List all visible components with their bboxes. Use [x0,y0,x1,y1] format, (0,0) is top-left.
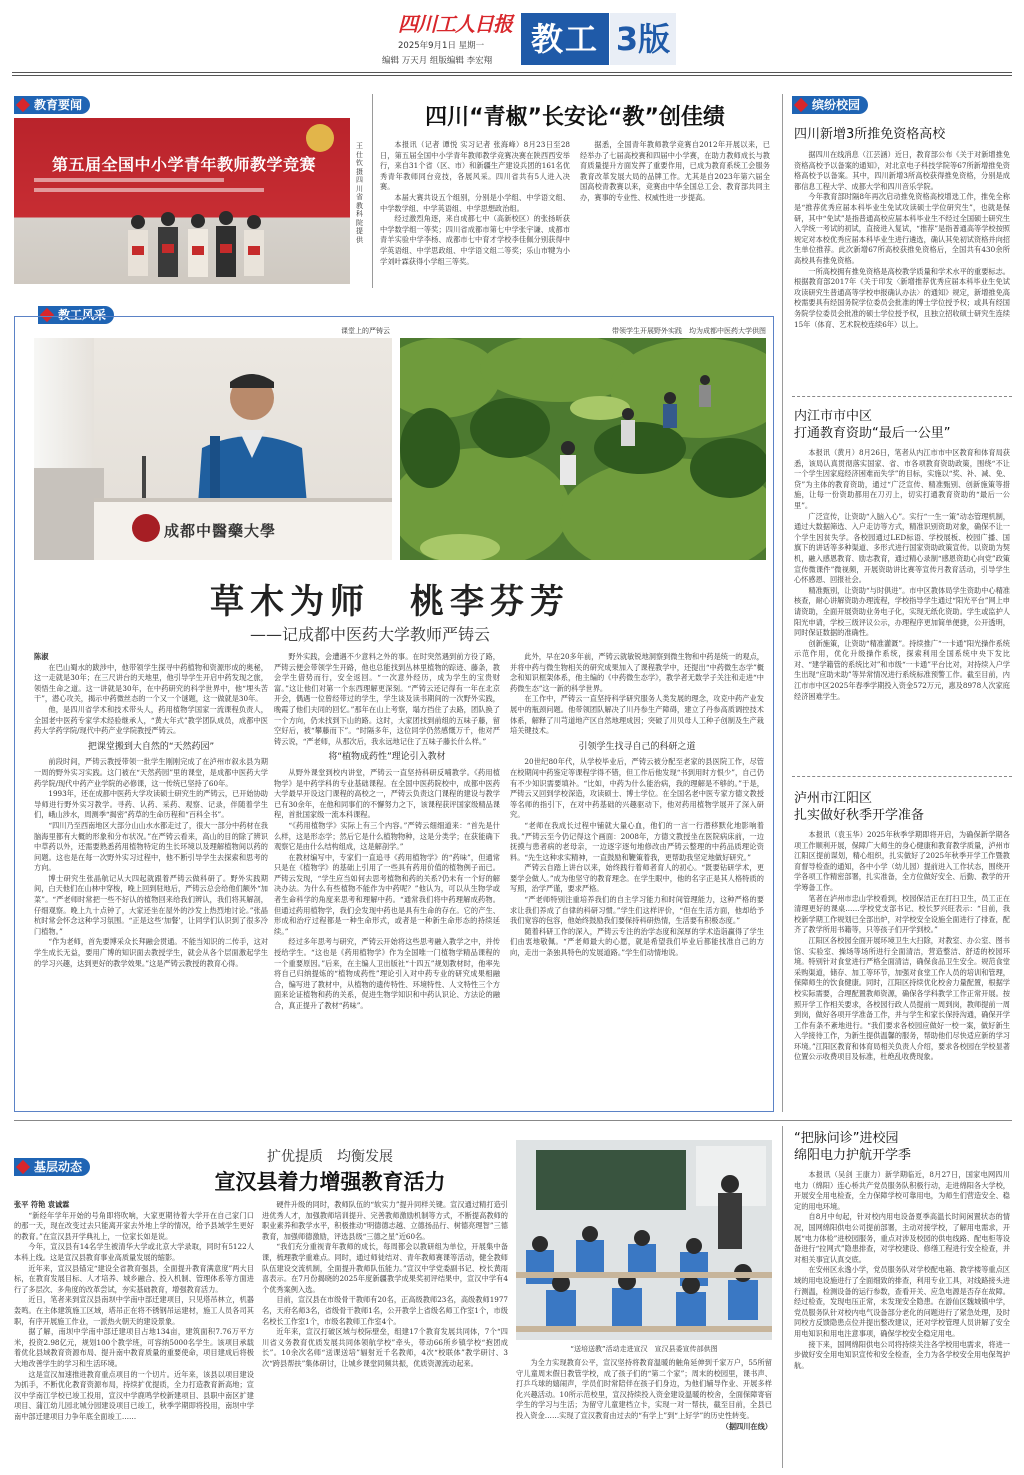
article-exempt-title: 四川新增3所推免资格高校 [794,127,946,142]
feature-body-col1 [34,652,268,1106]
author: 陈淑 [34,652,49,661]
article-xuanhan-col3 [516,1358,772,1468]
paragraph: “我们充分重视青年教师的成长，每周都会以教研组为单位，开展集中备课，梳理教学重难点。同时，通过师徒结对、青年教师赛课等活动，健全教师队伍建设交流机制，全面提升教师队伍能力。”宣汉中学党委副书记、校长黄雨喜表示。在7月份揭晓的2025年度新疆教学成果奖初评结果中，宣汉中学有4个优秀案例入选。 [262,1242,508,1294]
article-separator [792,776,1012,777]
masthead-rule [12,72,1012,73]
article-xuanhan-col1 [14,1200,254,1468]
paragraph: 本报讯（黄月）8月26日，笔者从内江市市中区教育和体育局获悉，该局认真贯彻落实国家、省、市各项教育资助政策，围绕“不让一个学生因家庭经济困难而失学”的目标，实施以“奖、补、减、免、贷”为主体的教育资助，通过“广泛宣传、精准甄别、创新施策等措施，让每一份资助都用在刀刃上，切实打通教育资助的“最后一公里”。 [794,448,1010,510]
podium-school-name: 成都中醫藥大學 [164,522,277,540]
article-youth-body-col2 [580,140,770,290]
paragraph: 硬件升级的同时，教师队伍的“软实力”提升同样关键。宣汉通过精打造引进优秀人才，加强教师培训提升、完善教师激励机制等方式，不断提高教师的职业素养和教学水平，积极推动“明德德志越、立德扬品行、树德亮理智”三德教育，加强师德激励，评选县级“三德之星”近60名。 [262,1200,508,1241]
article-xuanhan-kicker: 扩优提质 均衡发展 [267,1149,393,1165]
teacher-photo1-caption: 课堂上的严铸云 [341,327,390,335]
paragraph: “新经年学年开始的号角即将吹响，大家更期待着大学开在自己家门口的那一天，现在改变过去只能离开家去外地上学的情况，给予县域学生更好的教育。”在宣汉县开学典礼上，一位家长如是说。 [14,1210,254,1241]
paragraph: 从野外课堂到校内讲堂，严铸云一直坚持科研反哺教学。《药用植物学》是中药学科的专业基础课程。在全国中医药院校中，成都中医药大学最早开设这门课程的高校之一，严铸云负责这门课程的建设与教学已有30余年，在他和同事们的不懈努力之下，该课程获评国家级精品课程，首批国家级一流本科课程。 [274,767,500,820]
paragraph: 经过激烈角逐，来自成都七中（高新校区）的张扬昕获中学数学组一等奖；四川省成都市第七中学张宇谦、成都市青羊实验中学李杨、成都市七中育才学校李佳佩分别获得中学英语组、中学思政组、中学语文组二等奖；乐山市犍为小学刘叶霖获得小学组三等奖。 [380,214,570,266]
section-title: 教工 [521,13,609,65]
teacher-classroom-photo [34,338,392,560]
competition-banner-text: 第五届全国中小学青年教师教学竞赛 [51,155,316,174]
paragraph: 创新施策，让资助“精准灌溉”。持续推广“一卡通”阳光操作系统示范作用，优化升级操作系统，探索利用全国系统中央下发比对、“建学籍管的系统比对”和市级“一卡通”平台比对，对持续入户学生出现“应助未助”等异常情况进行系统标准预警工作。截至目前，内江市市中区2025年春季学期投入资金572万元，惠及8978人次家庭经济困难学生。 [794,638,1010,701]
paragraph: 本报讯（袁玉华）2025年秋季学期即将开启，为确保新学期各项工作顺利开展，保障广大师生的身心健康和教育教学质量，泸州市江阳区提前谋划，精心组织，扎实做好了2025年秋季开学工作暨教育督导检查的通知，各中小学（幼儿园）提前进入工作状态，围绕开学各项工作精密部署，扎实准备，全方位做好安全、后勤、教学的开学筹备工作。 [794,830,1010,892]
feature-title: 草木为师 桃李芬芳 [210,582,570,622]
subheading: 引领学生找寻自己的科研之道 [578,741,696,752]
subheading: 把课堂搬到大自然的“天然药园” [87,741,215,752]
column-divider [782,94,783,1112]
paragraph: “四川乃至西南地区大部分山山水水都走过了，很大一部分中药材在我脑海里都有大概的形象和分布状况。”在严铸云看来，高山的目的除了辨识中草药以外，还需要熟悉药用植物特定的生长环境以及理解植物间以药的问题。这也是在每一次野外实习过程中，他不断引导学生去探索和思考的方向。 [34,820,268,873]
paragraph: 一所高校拥有推免资格是高校教学质量和学术水平的重要标志。根据教育部2017年《关于印发〈新增推荐优秀应届本科毕业生免试攻读研究生普通高等学校申报确认办法〉的通知》规定，新增推免高校需要具有经国务院学位委员会批准的博士学位授予权；或具有经国务院学位委员会批准的硕士学位授予权，且独立招收硕士研究生连续15年（体育、艺术院校连续6年）以上。 [794,266,1010,329]
paragraph: 在巴山蜀水的跋涉中，他带领学生探寻中药植物和资源形成的奥秘，这一走就是30年；在三尺讲台的天地里，他引导学生开启中药发现之旅，领悟生命之道。这一讲就是30年，在中药研究的科学世界中，他“埋头苦干”，潜心攻关，揭示中药微丝态的一个又一个谜题，这一做就是30年。 [34,662,268,704]
paragraph: “《药用植物学》实际上有三个内容。”严铸云细细道来：“首先是什么样，这是形态学；然后它是什么植物物种，这是分类学；在获能确下观察它是由什么结构组成，这是解剖学。” [274,820,500,852]
paragraph: 接下来，国网绵阳供电公司将持续关注各学校用电需求，将进一步做好安全用电知识宣传和安全检查，全力为各学校安全用电保驾护航。 [794,1339,1010,1370]
feature-body-col2 [274,652,500,1106]
paragraph: “老师在我成长过程中铺就大量心血，他们的一言一行潜移默化地影响着我。”严铸云至今仍记得这个画面：2008年，方德文教授坐在医院病床前，一边抚摸与患者病的老母亲，一边逐字逐句地修改由严铸云整理的中药品质理论资料。“先生这种求实精神，一直鼓励和鞭策着我，更帮助我坚定地做好研究。” [510,820,764,862]
source-note: （据四川在线） [721,1421,772,1431]
paragraph: 据四川在线消息（江芸涵）近日，教育部公布《关于对新增推免资格高校予以备案的通知》，对北京电子科技学院等67所新增推免资格高校予以备案。其中，四川新增3所高校获得推免资格，分别是成都信息工程大学、成都大学和四川音乐学院。 [794,150,1010,191]
article-youth-title: 四川“青椒”长安论“教”创佳绩 [425,105,725,130]
field-practice-photo [400,338,766,560]
award-winners-figures [14,118,350,284]
section-rule [14,1120,1012,1121]
paragraph: 严铸云自踏上讲台以来，始终践行着师者育人的初心。“既要钻研学术，更要学会做人。”成为他坚守的教育理念。在学生眼中，他的名字正是其人格特质的写照，治学严谨，要求严格。 [510,863,764,894]
paragraph: 在安州区永逸小学，党员服务队对学校配电箱、教学楼等重点区域的用电设施进行了全面细致的排查，利用专业工具，对线路接头进行测温，检测设备的运行参数，查看开关、应急电源是否存在故障。经过检查，发现电压正常，未发现安全隐患。在游仙区魏城镇中学，党员服务队针对校内电气设备部分老化的问题进行了紧急处理，及时同校方反馈隐患点位并提出整改建议，还对学校管理人员讲解了安全用电知识和用电注意事项，确保学校安全稳定用电。 [794,1265,1010,1338]
paragraph: 1993年，还在成都中医药大学攻读硕士研究生的严铸云，已开始协助导师进行野外实习教学。寻药、认药、采药、观察、记录，伴随着学生们，峨山涉水，周测季“揭密”药草的生命历程和“百科全书”。 [34,789,268,820]
paragraph: 据了解，南坝中学南中部迁建项目占地134亩，建筑面积7.76万平方米，投资2.98亿元，规划100个教学班，可容纳5000名学生。该项目承载着优化县域教育资源布局、提升南中教育质量的重要使命，项目建成后将极大地改善学生的学习和生活环境。 [14,1327,254,1368]
newspaper-logo: 四川工人日报 [398,12,512,36]
paragraph: 精准甄别，让资助“与时俱进”。市中区教体局学生资助中心精准核查，耐心讲解资助办理流程，学校指导学生通过“阳光平台”网上申请资助，全面开展资助业务电子化，实现无纸化资助。学生或监护人阳光申请，学校三级评议公示，办理程序更加简单便捷，公开透明，同时保证数据的准确性。 [794,585,1010,638]
paragraph: 本报讯（记者 谭悦 实习记者 张海峰）8月23日至28日，第五届全国中小学青年教师教学竞赛决赛在陕西西安举行，来自31个省（区、市）和新疆生产建设兵团的161名优秀青年教师同台竞技，各展风采。四川省共有5人进入决赛。 [380,140,570,192]
forest-scene [400,338,766,560]
paragraph: 野外实践，会遭遇不少意料之外的事。在时突然遇到前方役了路，严铸云便会带领学生开路，他也总能找到丛林里植物的踪迹、藤条，教会学生借势而行，安全返回。“一次意外经历，成为学生的宝贵财富。”这让他们对第一个东西理解更深刻。“严铸云还记得有一年在北京开会，偶遇一位曾经带过的学生，学生谈及读书期间的一次野外实践，晚霞了他们夫同的回忆。”那年在山上考察，塌方挡住了去路，团队换了一个方向，仍未找到下山的路。这时，大家团找到前组的五味子藤，留空好后，被“攀藤而下”。“时隔多年，这位同学仍然感慨万千，他对严铸云说，“严老师，从那次后，我永远地记住了五味子藤长什么样。” [274,652,500,746]
paragraph: 近日，笔者来到宣汉县南坝中学南中部迁建项目，只见塔吊林立，机器轰鸣。在主体建筑施工区域，塔吊正在将不锈钢吊运建材，施工人员各司其职，有序开展施工作业，一派热火朝天的建设景象。 [14,1295,254,1326]
paragraph: 近年来，宣汉打破区域与校际壁垒，组建17个教育发展共同体，7个“四川省义务教育优质发展共同体领航学校”牵头，带动66所乡镇学校“抱团成长”。10余次名师“送课送培”辐射近千名教师，4次“校联体”教学研讨、3次“跨县帮扶”集体研讨，让城乡课堂同频共振，优质资源流动起来。 [262,1327,508,1368]
paragraph: 在教材编写中，专家们一直追寻《药用植物学》的“药味”，但通常只是在《植物学》的基础上引用了一些具有药用价值的植物例子而已。严铸云发现，“学生应当如何去思考植物和药的关系?仍未有一个好的解决办法。为什么有些植物不能作为中药呢？”他认为，可以从生物学或者生命科学的角度来思考和理解中药。“通常我们将中药理解成药物。但通过药用植物学，我们会发现中药也是具有生命的存在。它的产生、形成和治疗过程都是一种生命形式，或者是一种新生命形态的持续延续。” [274,852,500,936]
paragraph: 本届大赛共设五个组别，分别是小学组、中学语文组、中学数学组、中学英语组、中学思想政治组。 [380,192,570,213]
paragraph: 今年教育部时隔8年再次启动推免资格高校增选工作，推免全称是“推荐优秀应届本科毕业生免试攻读硕士学位研究生”，也就是保研，其中“免试”是指普通高校应届本科毕业生不经过全国硕士研究生入学统一考试的初试，直接进入复试，“推荐”是指普通高等学校按照规定对本校优秀应届本科毕业生进行遴选，确认其免初试资格并向招生单位推荐。此次新增67所高校获推免资格后，全国共有430余所高校具有推免资格。 [794,192,1010,265]
paragraph: 今年，宣汉县有14名学生被清华大学或北京大学录取，同时有5122人本科上线。这是宣汉县教育事业高质量发展的缩影。 [14,1242,254,1262]
section-tag-edu-news: 教育要闻 [14,96,90,114]
paragraph: 前段时间，严铸云教授带领一批学生刚刚完成了在泸州市叙永县为期一周的野外实习实践。这门被在“天然药园”里的课堂，是成都中医药大学药学院/现代中药产业学院的必修课，这一传统已坚持了60年。 [34,757,268,788]
paragraph: 随着科研工作的深入，严铸云专注的治学态度和深厚的学术造诣赢得了学生们由衷地敬佩。“严老师最大的心愿，就是希望我们毕业后都能找准自己的方向，走出一条独具特色的发展道路。”学生们动情地说。 [510,926,764,958]
section-tag-campus: 缤纷校园 [792,96,868,114]
competition-photo-caption: 王仕钦 摄 四川省教科院提供 [356,142,363,244]
paragraph: 江阳区各校园全面开展环境卫生大扫除，对教室、办公室、图书馆、实验室、操场等场所进行全面清洁，营造整洁、舒适的校园环境。特别针对食堂进行严格全面清洁，确保食品卫生安全。规范食堂采购渠道，储存、加工等环节，加强对食堂工作人员的培训和管理，保障师生的饮食健康。同时，江阳区持续优化校舍力量配置，根据学校实际需要，合理配置教师资源，确保各学科教学工作正常开展。按照开学工作相关要求，各校园行政人员提前一周到岗，教师提前一周到岗，做好各项开学准备工作，并与学生和家长保持沟通，确保开学工作有条不紊地进行。“我们要求各校园应做好一校一案，做好新生入学接待工作，为新生提供温馨的服务，帮助他们尽快适应新的学习环境。”江阳区教育和体育局相关负责人介绍，要求各校园在学校显著位置公示收费项目及标准，杜绝乱收费现象。 [794,935,1010,1062]
paragraph: 这是宣汉加速推进教育重点项目的一个切片。近年来，该县以项目建设为抓手，不断优化教育资源布局，持续扩优提质，全力打造教育新高地；宣汉中学南江学校已竣工投用，宣汉中学鹿鸣学校新建项目、县职中南区扩建项目、蒲江幼儿园北城分园建设项目已竣工，秋季学期即将投用，南坝中学南中部迁建项目力争年底全面竣工…… [14,1369,254,1421]
competition-photo [14,118,350,284]
column-divider [782,1126,783,1468]
paragraph: 为全力实现教育公平，宣汉坚持将教育温暖的触角延伸到千家万户，55所留守儿童周末假日教管学校，成了孩子们的“第二个家”；周末的校园里，课书声、打乒乓球的嬉闹声，学员们时常陪伴在孩子们身边，为他们辅导作业、开展多样化兴趣活动。10所示范校里，宣汉持续投入资金建设温暖的校舍，全面保障寄宿学生的学习与生活；为留守儿童建档立卡，实现一对一帮扶，截至目前，全县已投入资金……实现了宣汉教育由过去的“有学上”到“上好学”的历史性转变。 [516,1358,772,1420]
article-xuanhan-col2 [262,1200,508,1468]
paragraph: 他，是四川省学术和技术带头人，药用植物学国家一流课程负责人，全国老中医药专家学术经验继承人，“黄大年式”教学团队成员，成都中医药大学药学院/现代中药产业学院教授严铸云。 [34,704,268,736]
editors-line: 编辑 万天月 组版编辑 李宏翔 [382,56,493,66]
feature-body-col3 [510,652,764,1106]
paragraph: 笔者在泸州市忠山学校看到，校园保洁正在打扫卫生，员工正在清理更好的课桌……学校党支部书记、校长罗兴旺表示：“目前，我校新学期工作规划已全部出炉，对学校安全设施全面进行了排查，配齐了教学所用书籍等，只等孩子们开学到校。” [794,893,1010,935]
teacher-photo2-caption: 带领学生开展野外实践 均为成都中医药大学供图 [612,327,766,335]
paragraph: 据悉，全国青年教师教学竞赛自2012年开展以来，已经举办了七届高校赛和四届中小学赛，在助力教师成长与教育质量提升方面发挥了重要作用，已成为教育系统工会服务教育改革发展大局的品牌工作。尤其是自2023年第六届全国高校青教赛以来，竞赛由中华全国总工会、教育部共同主办，赛事的专业性、权威性进一步提高。 [580,140,770,202]
article-neijiang-title: 内江市市中区 打通教育资助“最后一公里” [794,409,951,441]
paragraph: 目前，宣汉县在市级骨干教师有20名，正高级教师23名，高级教师1977名，天府名师3名，省级骨干教师1名，公开教学上省级名师工作室1个，市级名校长工作室1个，市级名教师工作室4个。 [262,1295,508,1326]
article-xuanhan-title: 宣汉县着力增强教育活力 [214,1170,446,1194]
masthead [0,0,1024,78]
article-guanghan-title: “把脉问诊”进校园 绵阳电力护航开学季 [794,1131,912,1163]
paragraph: 近年来，宣汉县锚定“建设全省教育强县，全面提升教育满意度”两大目标，在教育发展目标、人才培养、城乡融合、投入机制、管理体系等方面进行了多层次、多角度的改革尝试，夯实基础教育，增强教育活力。 [14,1263,254,1294]
page-number: 3版 [610,13,676,65]
paragraph: 20世纪80年代，从学校毕业后，严铸云被分配至老家的县医院工作，尽管在校期间中药鉴定等课程学得不错，但工作后他发现“书到用时方恨少”，自己仍有不少知识需要填补。“比如，中药为什么能治病，我的理解是不够的。”于是，严铸云又回到学校深造，攻读硕士、博士学位。在全国名老中医专家方德文教授等名师的指引下，在对中药基础的兴趣驱动下，他对药用植物学展开了深入研究。 [510,757,764,820]
paragraph: “作为老师，首先要博采众长拜融会贯通。不能当知识的二传手，这对学生成长无益，要用广博的知识面去教授学生，就会从各个层面激起学生的学习兴趣，达到更好的教学效果。”这是严铸云教授的教育心得。 [34,937,268,968]
article-neijiang-body [794,448,1010,768]
issue-date: 2025年9月1日 星期一 [398,41,485,51]
classroom-scene [516,1140,772,1340]
paragraph: 在工作中，严铸云一直坚持科学研究服务人类发展的理念，攻克中药产业发展中的瓶颈问题。他带领团队解决了川丹参生产障碍，建立了丹参高质调控技术体系，解释了川芎道地产区自然地理成因；突破了川贝母人工种子创制及生产栽培关键技术。 [510,694,764,736]
article-jiangyang-body [794,830,1010,1132]
paragraph: 自8月中旬起，针对校内用电设备夏季高温长时间闲置状态的情况，国网绵阳供电公司提前部署，主动对接学校，了解用电需求，开展“电力体检”进校园服务，重点对涉及校园的供电线路、配电柜等设备进行“拉网式”隐患排查，对学校建设、修缮工程进行安全检查，并对相关事宜认真交底。 [794,1212,1010,1264]
author: 张平 符艳 袁诚霖 [14,1200,70,1209]
xuanhan-classroom-photo [516,1140,772,1340]
paragraph: 经过多年思考与研究，严铸云开始将这些思考融入教学之中，并传授给学生。“这也是《药用植物学》作为全国唯一门植物学精品课程的一个重要原因。”后来，在主编人卫出版社“十四五”规划教材时，他率先将自己归纳提炼的“植物成药性”理论引入对中药专业的研究成果相融合，编写进了教材中，从植物的遗传特性、环境特性、人文特性三个方面来论证植物和药的关系，促进生物学知识和中药认识论、方法论的融合，真正提升了教材“药味”。 [274,937,500,1010]
article-youth-body-col1 [380,140,570,290]
article-exempt-body [794,150,1010,386]
paragraph: 广泛宣传，让资助“入脑入心”。实行“一生一策”动态管理机制，通过大数据筛选、入户走访等方式，精准识别资助对象，确保不让一个学生因贫失学。各校园通过LED标语、学校展板、校园广播、国旗下的讲话等多种渠道、多形式进行国家资助政策宣传。以资助为契机，融入感恩教育、励志教育，通过精心录制“感恩资助心向党”政策宣传微课件”微视频，开展资助讲比赛等宣传月教育活动，引导学生心怀感恩、回报社会。 [794,511,1010,585]
article-separator [792,396,1012,397]
paragraph: “严老师特别注重培养我们的自主学习能力和时间管理能力，这种严格的要求让我们养成了自律的科研习惯。”学生们这样评价，“但在生活方面，他却给予我们宽容的包容，他始终鼓励我们要保持科研热情，生活要有积极态度。” [510,895,764,926]
feature-subtitle: ——记成都中医药大学教师严铸云 [250,625,491,644]
section-tag-style: 教工风采 [38,306,114,324]
masthead-rule [12,75,1012,76]
subheading: 将“植物成药性”理论引入教材 [328,752,446,763]
column-divider [372,94,373,288]
paragraph: 博士研究生张晶航记从大四起就跟着严铸云做科研了。野外实践期间，白天他们在山林中穿梭，晚上回到驻地后，严铸云总会给他们额外“加菜”。“严老师时常把一些不好认的植物回来给我们辨认，我们将其解剖，仔细观察。晚上九十点钟了，大家还坐在屋外的沙发上热烈地讨论。”张晶杭时常会怀念这种学习氛围。“正是这些‘加餐’，让同学们认识到了很多冷门植物。” [34,873,268,936]
xuanhan-photo-caption: “送培送教”活动走进宣汉 宣汉县委宣传部供图 [570,1345,718,1353]
paragraph: 本报讯（吴剑 王康力）新学期临近，8月27日，国家电网四川电力（绵阳）连心桥共产党员服务队积极行动，走进绵阳各大学校，开展安全用电检查，全力保障学校可靠用电，为师生们营造安全、稳定的用电环境。 [794,1170,1010,1211]
article-guanghan-body [794,1170,1010,1468]
section-tag-grassroots: 基层动态 [14,1158,90,1176]
paragraph: 此外，早在20多年前，严铸云就敏锐地洞察到微生物和中药是统一的观点，并将中药与微生物相关的研究成果加入了课程教学中，还提出“中药微生态学”概念和知识框架体系，他主编的《中药微生态学》，教学者无数学子关注和走进“中药微生态”这一新的科学世界。 [510,652,764,693]
article-jiangyang-title: 泸州市江阳区 扎实做好秋季开学准备 [794,791,925,823]
